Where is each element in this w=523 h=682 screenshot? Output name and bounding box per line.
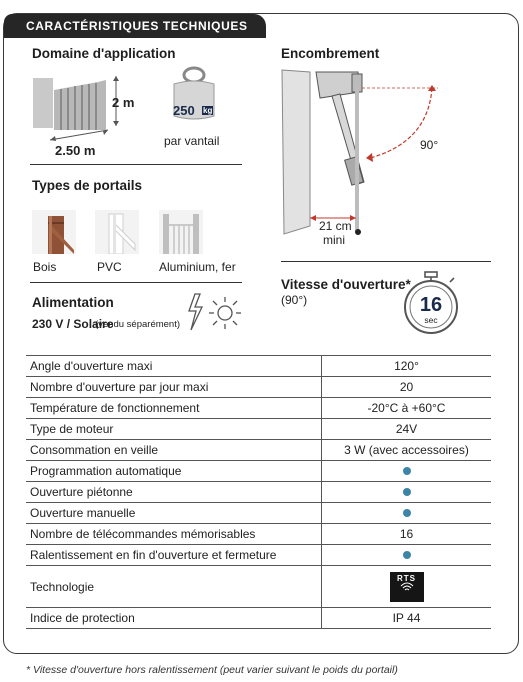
spec-value: 20 <box>322 377 492 398</box>
rts-logo-icon <box>390 572 424 602</box>
table-row <box>26 566 491 608</box>
table-row <box>26 482 491 503</box>
table-row <box>26 398 491 419</box>
gate-types-title: Types de portails <box>32 178 143 193</box>
feature-dot-icon <box>403 467 411 475</box>
table-row <box>26 356 491 377</box>
angle-label: 90° <box>420 138 439 152</box>
gate-type-label: PVC <box>97 260 122 274</box>
width-label: 2.50 m <box>55 143 96 158</box>
section-tab <box>4 14 266 38</box>
table-row <box>26 545 491 566</box>
spec-label: Angle d'ouverture maxi <box>26 356 322 377</box>
spec-value <box>322 566 492 608</box>
spec-label: Nombre d'ouverture par jour maxi <box>26 377 322 398</box>
divider <box>281 261 491 262</box>
spec-label: Température de fonctionnement <box>26 398 322 419</box>
aluminium-gate-icon <box>159 210 203 254</box>
footprint-diagram <box>280 66 480 246</box>
speed-subtitle: (90°) <box>281 293 308 307</box>
table-row <box>26 377 491 398</box>
speed-value: 16 <box>419 294 443 316</box>
spec-value: 3 W (avec accessoires) <box>322 440 492 461</box>
footprint-title: Encombrement <box>281 46 380 61</box>
spec-value <box>322 461 492 482</box>
table-row <box>26 524 491 545</box>
weight-unit: kg <box>203 106 213 115</box>
spec-value <box>322 503 492 524</box>
spec-value: IP 44 <box>322 608 492 629</box>
spec-value: -20°C à +60°C <box>322 398 492 419</box>
sun-icon <box>207 295 243 331</box>
pvc-gate-icon <box>95 210 139 254</box>
min-distance-caption: mini <box>323 233 346 247</box>
power-title: Alimentation <box>32 295 114 310</box>
min-distance-label: 21 cm <box>319 219 352 233</box>
table-row <box>26 503 491 524</box>
power-value: 230 V / Solaire <box>32 317 114 331</box>
table-row <box>26 461 491 482</box>
feature-dot-icon <box>403 509 411 517</box>
power-note: (vendu séparément) <box>95 319 181 330</box>
spec-value: 16 <box>322 524 492 545</box>
table-row <box>26 608 491 629</box>
section-title: CARACTÉRISTIQUES TECHNIQUES <box>26 19 248 33</box>
weight-value: 250 <box>173 103 195 118</box>
spec-label: Ralentissement en fin d'ouverture et fermeture <box>26 545 322 566</box>
table-row <box>26 419 491 440</box>
table-row <box>26 440 491 461</box>
spec-label: Ouverture manuelle <box>26 503 322 524</box>
gate-type-label: Aluminium, fer <box>159 260 236 274</box>
spec-label: Programmation automatique <box>26 461 322 482</box>
gate-type-label: Bois <box>33 260 57 274</box>
spec-label: Type de moteur <box>26 419 322 440</box>
spec-label: Ouverture piétonne <box>26 482 322 503</box>
spec-label: Technologie <box>26 566 322 608</box>
divider <box>30 164 242 165</box>
footnote: * Vitesse d'ouverture hors ralentissement (peut varier suivant le poids du portail) <box>26 664 398 676</box>
spec-value <box>322 545 492 566</box>
height-label: 2 m <box>112 95 135 110</box>
weight-caption: par vantail <box>164 134 220 148</box>
spec-label: Indice de protection <box>26 608 322 629</box>
spec-value <box>322 482 492 503</box>
spec-value: 24V <box>322 419 492 440</box>
lightning-icon <box>187 293 205 331</box>
specs-table <box>26 355 491 629</box>
feature-dot-icon <box>403 488 411 496</box>
rts-logo-text: RTS <box>397 573 416 583</box>
feature-dot-icon <box>403 551 411 559</box>
divider <box>30 282 242 283</box>
spec-value: 120° <box>322 356 492 377</box>
speed-unit: sec <box>424 315 438 325</box>
speed-title: Vitesse d'ouverture* <box>281 277 411 292</box>
domain-title: Domaine d'application <box>32 46 176 61</box>
spec-label: Consommation en veille <box>26 440 322 461</box>
spec-label: Nombre de télécommandes mémorisables <box>26 524 322 545</box>
wood-gate-icon <box>32 210 76 254</box>
